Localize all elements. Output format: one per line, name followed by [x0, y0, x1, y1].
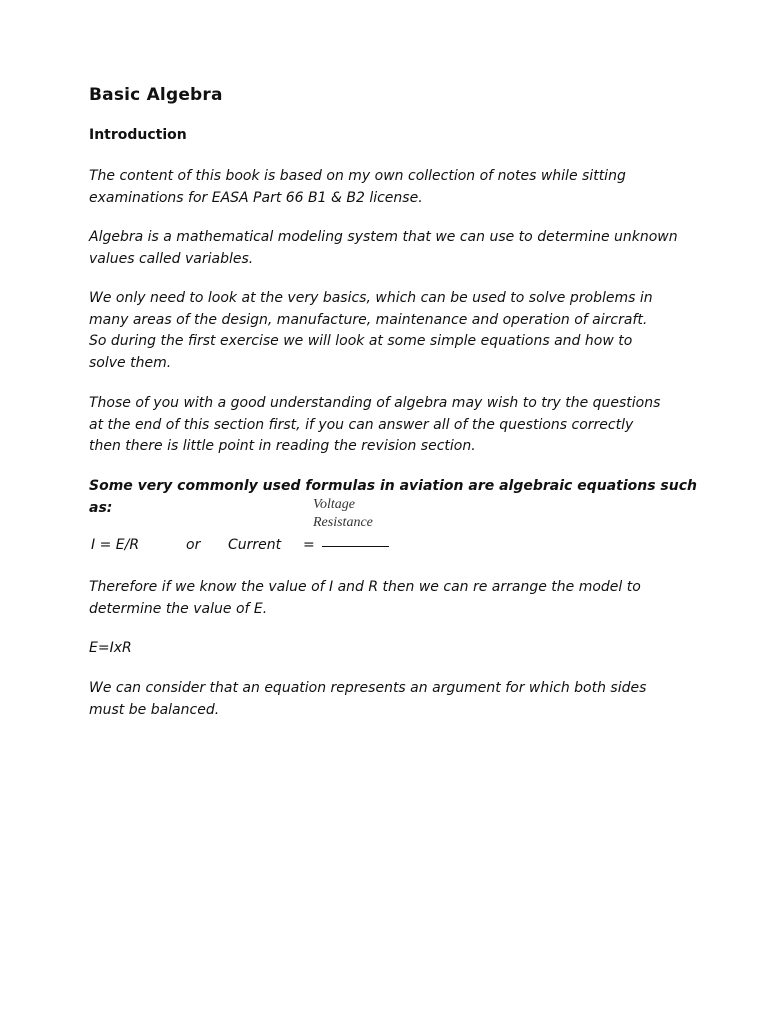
paragraph-line: So during the first exercise we will look at some simple equations and how to [89, 333, 633, 349]
paragraph-basics [89, 288, 689, 374]
paragraph-line: must be balanced. [89, 701, 220, 718]
section-heading: Introduction [89, 127, 187, 143]
paragraph-line: We only need to look at the very basics, which can be used to solve problems in [89, 290, 653, 306]
paragraph-line: many areas of the design, manufacture, maintenance and operation of aircraft. [89, 311, 648, 328]
paragraph-line: Some very commonly used formulas in aviation are algebraic equations such [89, 478, 697, 494]
page-title: Basic Algebra [89, 85, 223, 105]
paragraph-line: examinations for EASA Part 66 B1 & B2 license. [89, 189, 423, 206]
paragraph-line: Those of you with a good understanding of algebra may wish to try the questions [89, 395, 661, 411]
formula-equals: = [303, 537, 315, 553]
fraction-numerator: Voltage [313, 497, 355, 512]
paragraph-equation [89, 638, 689, 660]
paragraph-line: determine the value of E. [89, 600, 268, 617]
paragraph-algebra-definition [89, 227, 689, 270]
paragraph-line: Therefore if we know the value of I and R then we can re arrange the model to [89, 579, 641, 595]
paragraph-rearrange [89, 577, 689, 620]
paragraph-balance [89, 678, 689, 721]
fraction-bar [322, 546, 389, 547]
equation-line: E=IxR [89, 640, 132, 656]
formula-current-label: Current [228, 537, 282, 553]
paragraph-line: We can consider that an equation represents an argument for which both sides [89, 680, 647, 696]
paragraph-line: solve them. [89, 354, 172, 371]
paragraph-line: values called variables. [89, 250, 254, 267]
paragraph-formulas-intro [89, 476, 697, 519]
paragraph-line: Algebra is a mathematical modeling system that we can use to determine unknown [89, 229, 678, 245]
fraction-denominator: Resistance [313, 515, 373, 530]
formula-or: or [186, 537, 201, 553]
paragraph-line: at the end of this section first, if you can answer all of the questions correctly [89, 416, 634, 433]
paragraph-advice [89, 393, 689, 458]
paragraph-line: then there is little point in reading the revision section. [89, 438, 476, 454]
paragraph-line: The content of this book is based on my own collection of notes while sitting [89, 168, 626, 184]
paragraph-line: as: [89, 499, 113, 516]
formula-expression: I = E/R [91, 537, 140, 553]
paragraph-intro [89, 166, 689, 209]
